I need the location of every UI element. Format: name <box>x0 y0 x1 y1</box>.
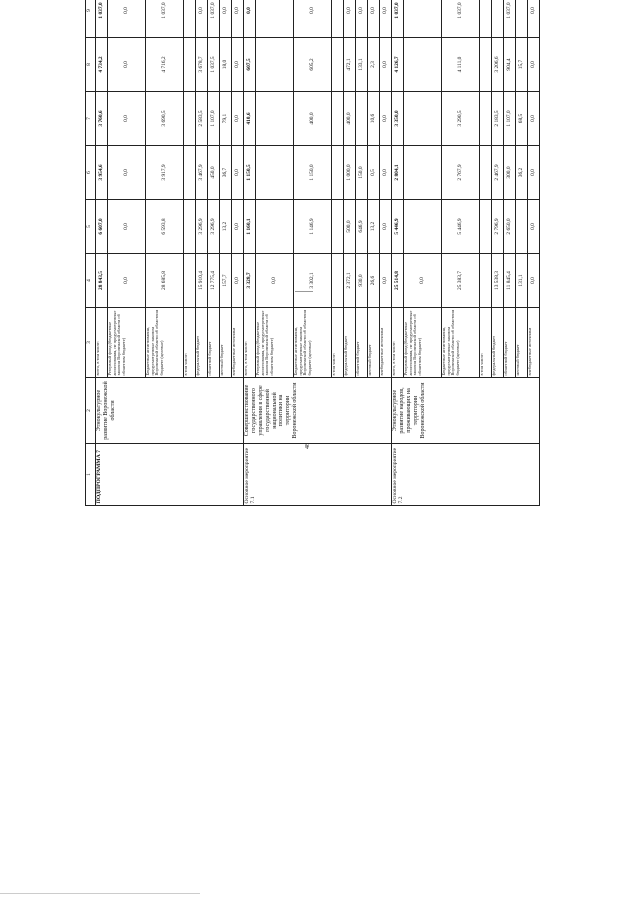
value-cell: 1 037,0 <box>392 0 404 38</box>
value-cell: 6 607,0 <box>96 200 108 254</box>
value-cell: 1 000,0 <box>344 146 356 200</box>
value-cell: 3 290,5 <box>442 92 480 146</box>
column-header: 1 <box>86 444 96 506</box>
value-cell <box>256 0 294 38</box>
table-row <box>96 0 108 506</box>
value-cell: 3 350,0 <box>392 92 404 146</box>
value-cell: 5 446,9 <box>442 200 480 254</box>
funding-source-cell: областной бюджет <box>356 308 368 378</box>
funding-source-cell: местный бюджет <box>368 308 380 378</box>
value-cell: 0,0 <box>232 254 244 308</box>
value-cell <box>404 200 442 254</box>
value-cell: 2 467,9 <box>492 146 504 200</box>
value-cell: 2,3 <box>368 38 380 92</box>
value-cell: 1 107,0 <box>504 92 516 146</box>
value-cell: 13,2 <box>220 200 232 254</box>
value-cell: 1 037,5 <box>208 38 220 92</box>
value-cell: 0,0 <box>380 254 392 308</box>
value-cell: 1 037,0 <box>146 0 184 38</box>
program-name-cell: Совершенствование государственного управления в сфере государственной национальной политики на территории Воронежской области <box>244 378 392 444</box>
value-cell: 12 775,4 <box>208 254 220 308</box>
value-cell: 0,0 <box>108 92 146 146</box>
value-cell: 79,1 <box>220 92 232 146</box>
value-cell: 400,0 <box>344 92 356 146</box>
scan-artifact <box>0 893 200 894</box>
value-cell: 0,0 <box>244 0 256 38</box>
funding-source-cell: внебюджетные источники <box>380 308 392 378</box>
funding-source-cell: Бюджетные ассигнования, предусмотренные законом Воронежской области об областном бюджете (целевые) <box>146 308 184 378</box>
value-cell: 0,0 <box>380 146 392 200</box>
value-cell: 450,0 <box>208 146 220 200</box>
value-cell: 0,0 <box>256 254 294 308</box>
funding-source-cell: в том числе: <box>480 308 492 378</box>
funding-source-cell: внебюджетные источники <box>232 308 244 378</box>
header-row <box>86 0 96 506</box>
value-cell: 0,0 <box>108 38 146 92</box>
funding-source-cell: областной бюджет <box>504 308 516 378</box>
value-cell: 0,0 <box>108 0 146 38</box>
value-cell: 3 690,5 <box>146 92 184 146</box>
page-number: 48 <box>305 443 311 449</box>
value-cell <box>332 200 344 254</box>
status-cell: Основное мероприятие 7.1 <box>244 444 392 506</box>
value-cell <box>480 0 492 38</box>
value-cell: 4 111,0 <box>442 38 480 92</box>
funding-source-cell: всего, в том числе: <box>96 308 108 378</box>
value-cell: 28 843,5 <box>96 254 108 308</box>
value-cell: 15 910,4 <box>196 254 208 308</box>
value-cell: 25 514,8 <box>392 254 404 308</box>
value-cell: 930,0 <box>356 254 368 308</box>
status-cell: ПОДПРОГРАММА 7 <box>96 444 244 506</box>
status-cell: Основное мероприятие 7.2 <box>392 444 540 506</box>
value-cell: 0,0 <box>356 0 368 38</box>
value-cell: 2 183,5 <box>492 92 504 146</box>
value-cell: 13,2 <box>368 200 380 254</box>
funding-source-cell: внебюджетные источники <box>528 308 540 378</box>
value-cell <box>480 200 492 254</box>
value-cell: 1 150,0 <box>294 146 332 200</box>
value-cell: 0,0 <box>108 200 146 254</box>
value-cell: 2 583,5 <box>196 92 208 146</box>
value-cell: 26,6 <box>368 254 380 308</box>
value-cell: 3 296,9 <box>196 200 208 254</box>
table-row <box>392 0 404 506</box>
program-name-cell: Этнокультурное развитие народов, проживающих на территории Воронежской области <box>392 378 540 444</box>
value-cell <box>404 38 442 92</box>
value-cell <box>256 38 294 92</box>
column-header: 6 <box>86 146 96 200</box>
value-cell: 36,7 <box>220 146 232 200</box>
funding-source-cell: Бюджетные ассигнования, предусмотренные законом Воронежской области об областном бюджете (целевые) <box>294 308 332 378</box>
funding-source-cell: в том числе: <box>184 308 196 378</box>
value-cell: 2 650,0 <box>504 200 516 254</box>
value-cell: 400,0 <box>294 92 332 146</box>
value-cell <box>256 200 294 254</box>
funding-source-cell: в том числе: <box>332 308 344 378</box>
value-cell <box>480 38 492 92</box>
value-cell: 0,0 <box>528 92 540 146</box>
value-cell: 36,2 <box>516 146 528 200</box>
value-cell <box>404 92 442 146</box>
value-cell: 0,0 <box>380 200 392 254</box>
value-cell: 1 037,0 <box>208 0 220 38</box>
value-cell: 1 146,9 <box>294 200 332 254</box>
value-cell <box>492 0 504 38</box>
value-cell: 0,0 <box>232 146 244 200</box>
value-cell <box>332 0 344 38</box>
value-cell <box>256 146 294 200</box>
column-header: 7 <box>86 92 96 146</box>
value-cell: 0,0 <box>108 254 146 308</box>
value-cell <box>332 92 344 146</box>
value-cell <box>184 200 196 254</box>
table-container <box>85 0 567 506</box>
value-cell: 0,0 <box>380 38 392 92</box>
value-cell <box>356 92 368 146</box>
value-cell: 0,0 <box>380 0 392 38</box>
value-cell: 607,5 <box>244 38 256 92</box>
value-cell: 904,4 <box>504 38 516 92</box>
value-cell: 2 804,1 <box>392 146 404 200</box>
funding-source-cell: местный бюджет <box>220 308 232 378</box>
value-cell: 0,5 <box>368 146 380 200</box>
value-cell: 410,6 <box>244 92 256 146</box>
value-cell <box>480 92 492 146</box>
value-cell: 0,0 <box>232 200 244 254</box>
value-cell: 0,0 <box>528 146 540 200</box>
value-cell: 133,1 <box>356 38 368 92</box>
value-cell: 4 716,2 <box>146 38 184 92</box>
value-cell: 0,0 <box>294 0 332 38</box>
value-cell: 11 845,4 <box>504 254 516 308</box>
value-cell: 0,0 <box>196 0 208 38</box>
value-cell: 1 037,0 <box>504 0 516 38</box>
value-cell: 131,1 <box>516 254 528 308</box>
value-cell: 2 796,9 <box>492 200 504 254</box>
table-row <box>244 0 256 506</box>
value-cell: 605,2 <box>294 38 332 92</box>
value-cell: 3 328,7 <box>244 254 256 308</box>
value-cell: 18,0 <box>220 38 232 92</box>
funding-source-cell: федеральный бюджет <box>492 308 504 378</box>
value-cell: 4 734,2 <box>96 38 108 92</box>
value-cell <box>332 38 344 92</box>
value-cell: 472,1 <box>344 38 356 92</box>
value-cell: 0,0 <box>108 146 146 200</box>
value-cell <box>332 146 344 200</box>
value-cell: 1 107,0 <box>208 92 220 146</box>
value-cell: 28 685,8 <box>146 254 184 308</box>
value-cell: 1 160,1 <box>244 200 256 254</box>
value-cell: 1 037,0 <box>96 0 108 38</box>
value-cell: 0,0 <box>344 0 356 38</box>
value-cell <box>256 92 294 146</box>
value-cell <box>184 38 196 92</box>
funding-source-cell: всего, в том числе: <box>244 308 256 378</box>
value-cell <box>480 254 492 308</box>
value-cell: 1 037,0 <box>442 0 480 38</box>
value-cell <box>516 200 528 254</box>
value-cell: 0,0 <box>528 254 540 308</box>
value-cell <box>184 92 196 146</box>
rotated-page <box>85 2 567 871</box>
value-cell: 0,0 <box>232 0 244 38</box>
value-cell: 0,0 <box>232 92 244 146</box>
value-cell: 0,0 <box>368 0 380 38</box>
column-header: 8 <box>86 38 96 92</box>
value-cell <box>404 146 442 200</box>
value-cell: 10,6 <box>368 92 380 146</box>
value-cell: 0,0 <box>528 38 540 92</box>
funding-source-cell: Резервный фонд (бюджетные ассигнования, не предусмотренные законом Воронежской области об областном бюджете) <box>108 308 146 378</box>
value-cell: 0,0 <box>380 92 392 146</box>
funding-source-cell: всего, в том числе: <box>392 308 404 378</box>
funding-source-cell: Резервный фонд (бюджетные ассигнования, не предусмотренные законом Воронежской области об областном бюджете) <box>404 308 442 378</box>
value-cell <box>184 0 196 38</box>
value-cell: 0,0 <box>404 254 442 308</box>
value-cell: 2 372,1 <box>344 254 356 308</box>
value-cell: 1 150,5 <box>244 146 256 200</box>
column-header: 5 <box>86 200 96 254</box>
value-cell <box>184 254 196 308</box>
value-cell: 0,0 <box>528 0 540 38</box>
value-cell: 5 446,9 <box>392 200 404 254</box>
value-cell: 157,7 <box>220 254 232 308</box>
column-header: 3 <box>86 308 96 378</box>
value-cell: 3 467,9 <box>196 146 208 200</box>
funding-source-cell: федеральный бюджет <box>344 308 356 378</box>
value-cell: 150,0 <box>356 146 368 200</box>
value-cell: 3 917,9 <box>146 146 184 200</box>
value-cell <box>332 254 344 308</box>
value-cell: 15,7 <box>516 38 528 92</box>
value-cell: 2 767,9 <box>442 146 480 200</box>
value-cell: 25 383,7 <box>442 254 480 308</box>
value-cell: 3 302,1 <box>294 254 332 308</box>
column-header: 2 <box>86 378 96 444</box>
value-cell: 6 593,8 <box>146 200 184 254</box>
program-name-cell: Этнокультурное развитие Воронежской области <box>96 378 244 444</box>
value-cell: 500,0 <box>344 200 356 254</box>
value-cell: 3 206,6 <box>492 38 504 92</box>
value-cell: 3 296,9 <box>208 200 220 254</box>
value-cell: 0,0 <box>528 200 540 254</box>
value-cell: 0,0 <box>220 0 232 38</box>
value-cell <box>516 0 528 38</box>
column-header: 9 <box>86 0 96 38</box>
funding-source-cell: Резервный фонд (бюджетные ассигнования, не предусмотренные законом Воронежской области об областном бюджете) <box>256 308 294 378</box>
column-header: 4 <box>86 254 96 308</box>
value-cell: 13 538,3 <box>492 254 504 308</box>
value-cell <box>184 146 196 200</box>
value-cell: 3 760,6 <box>96 92 108 146</box>
funding-source-cell: федеральный бюджет <box>196 308 208 378</box>
funding-source-cell: Бюджетные ассигнования, предусмотренные законом Воронежской области об областном бюджете (целевые) <box>442 308 480 378</box>
value-cell <box>480 146 492 200</box>
value-cell <box>404 0 442 38</box>
value-cell: 0,0 <box>232 38 244 92</box>
value-cell: 300,0 <box>504 146 516 200</box>
value-cell: 68,5 <box>516 92 528 146</box>
value-cell: 3 678,7 <box>196 38 208 92</box>
value-cell: 3 954,6 <box>96 146 108 200</box>
funding-source-cell: местный бюджет <box>516 308 528 378</box>
value-cell: 646,9 <box>356 200 368 254</box>
funding-table <box>85 0 540 506</box>
funding-source-cell: областной бюджет <box>208 308 220 378</box>
value-cell: 4 126,7 <box>392 38 404 92</box>
